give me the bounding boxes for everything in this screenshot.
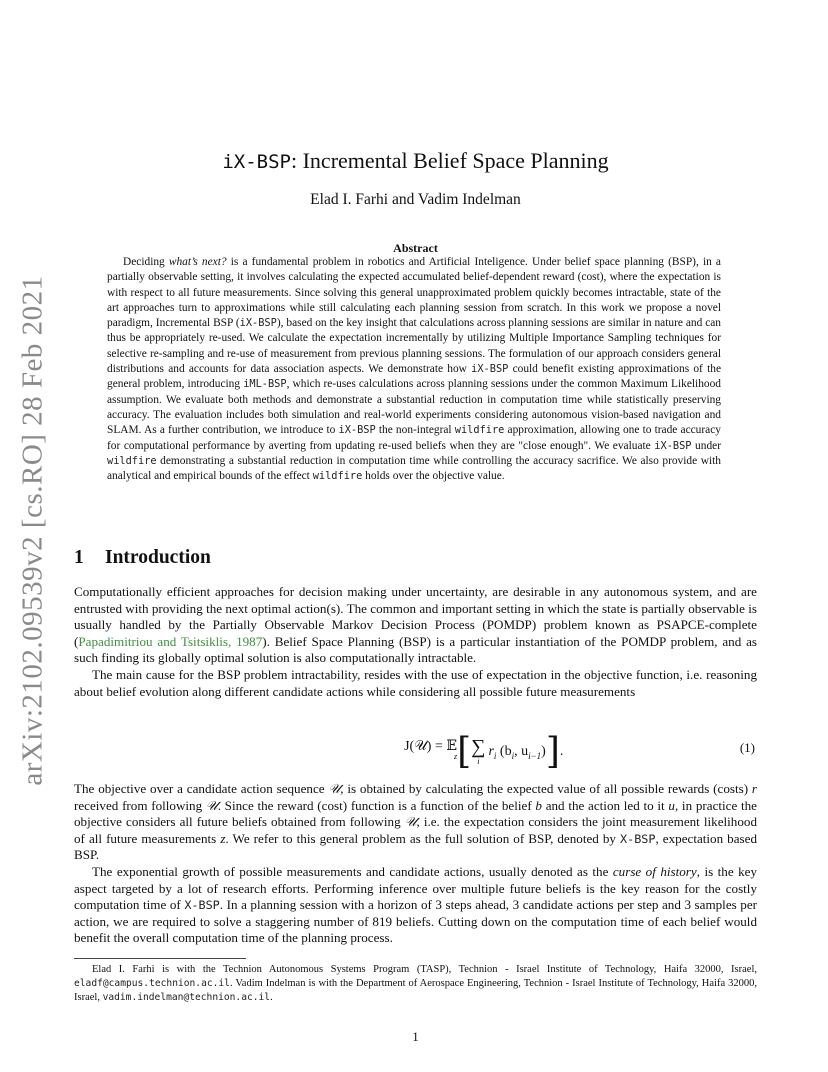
equation-lhs: J(𝒰) = 𝔼 [404, 739, 458, 754]
arxiv-identifier: arXiv:2102.09539v2 [cs.RO] 28 Feb 2021 [16, 274, 49, 786]
paper-title [74, 147, 757, 176]
equation-expectation-subscript: z [454, 752, 458, 761]
abstract-text: Deciding what’s next? is a fundamental problem in robotics and Artificial Inteligence. Under belief space planning (BSP), in a partially observable setting, it involves calculating the expected accumulated belief-dependent reward (cost), where the expectation is with respect to all future measurements. Since solving this general unapproximated problem quickly becomes intractable, state of the art approaches turn to approximations while still calculating each planning session from scratch. In this work we propose a novel paradigm, Incremental BSP (iX-BSP), based on the key insight that calculations across planning sessions are similar in nature and can thus be appropriately re-used. We calculate the expectation incrementally by utilizing Multiple Importance Sampling techniques for selective re-sampling and re-use of measurement from previous planning sessions. The formulation of our approach considers general distributions and accounts for data association aspects. We demonstrate how iX-BSP could benefit existing approximations of the general problem, introducing iML-BSP, which re-uses calculations across planning sessions under the common Maximum Likelihood assumption. We evaluate both methods and demonstrate a substantial reduction in computation time while statistically preserving accuracy. The evaluation includes both simulation and real-world experiments considering autonomous vision-based navigation and SLAM. As a further contribution, we introduce to iX-BSP the non-integral wildfire approximation, allowing one to trade accuracy for computational performance by averting from updating re-used beliefs when they are "close enough". We evaluate iX-BSP under wildfire demonstrating a substantial reduction in computation time while controlling the accuracy sacrifice. We also provide with analytical and empirical bounds of the effect wildfire holds over the objective value. [107, 256, 721, 483]
footnote: Elad I. Farhi is with the Technion Autonomous Systems Program (TASP), Technion - Israel Institute of Technology, Haifa 32000, Israel, eladf@campus.technion.ac.il. Vadim Indelman is with the Department of Aerospace Engineering, Technion - Israel Institute of Technology, Haifa 32000, Israel, vadim.indelman@technion.ac.il. [74, 964, 757, 1003]
sum-symbol: ∑ [471, 736, 486, 758]
section-number: 1 [74, 547, 84, 568]
section-heading [74, 547, 211, 569]
intro-block-1 [74, 584, 757, 700]
authors: Elad I. Farhi and Vadim Indelman [310, 191, 521, 208]
title-rest: : Incremental Belief Space Planning [290, 148, 609, 173]
intro-paragraph-2: The main cause for the BSP problem intractability, resides with the use of expectation in the objective function, i.e. reasoning about belief evolution along different candidate actions while considering all possible future measurements [74, 666, 757, 699]
title-code: iX-BSP [222, 151, 291, 173]
email-link-2[interactable]: vadim.indelman@technion.ac.il [102, 991, 271, 1003]
intro-paragraph-1: Computationally efficient approaches for decision making under uncertainty, are desirable in any autonomous system, and are entrusted with providing the next optimal action(s). The common and important setting in which the state is partially observable is usually handled by the Partially Observable Markov Decision Process (POMDP) problem known as PSAPCE-complete (Papadimitriou and Tsitsiklis, 1987). Belief Space Planning (BSP) is a particular instantiation of the POMDP problem, and as such finding its globally optimal solution is also computationally intractable. [74, 584, 757, 666]
equation-1 [74, 728, 757, 772]
sum-index: i [477, 757, 480, 766]
intro-paragraph-3: The objective over a candidate action sequence 𝒰, is obtained by calculating the expected value of all possible rewards (costs) r received from following 𝒰. Since the reward (cost) function is a function of the belief b and the action led to it u, in practice the objective considers all future beliefs obtained from following 𝒰, i.e. the expectation considers the joint measurement likelihood of all future measurements z. We refer to this general problem as the full solution of BSP, denoted by X-BSP, expectation based BSP. [74, 781, 757, 863]
email-link-1[interactable]: eladf@campus.technion.ac.il [74, 977, 230, 989]
footnote-rule [74, 958, 246, 959]
intro-block-2 [74, 781, 757, 947]
section-title: Introduction [105, 547, 211, 568]
page-number: 1 [412, 1029, 419, 1044]
left-bracket: [ [457, 731, 472, 772]
equation-body: J(𝒰) = 𝔼 z [ ∑ i $r_i$ ($b_i$, $u_{i-1}$) ] . [404, 731, 564, 772]
intro-paragraph-4: The exponential growth of possible measurements and candidate actions, usually denoted as the curse of history, is the key aspect targeted by a lot of research efforts. Performing inference over multiple future beliefs is the key reason for the costly computation time of X-BSP. In a planning session with a horizon of 3 steps ahead, 3 candidate actions per step and 3 samples per action, we are required to solve a staggering number of 819 beliefs. Cutting down on the computation time of each belief would benefit the overall computation time of the planning process. [74, 863, 758, 946]
equation-number: (1) [739, 740, 755, 755]
right-bracket: ] [545, 731, 560, 772]
abstract-heading: Abstract [393, 241, 438, 255]
citation-link[interactable]: Papadimitriou and Tsitsiklis, 1987 [78, 633, 263, 649]
